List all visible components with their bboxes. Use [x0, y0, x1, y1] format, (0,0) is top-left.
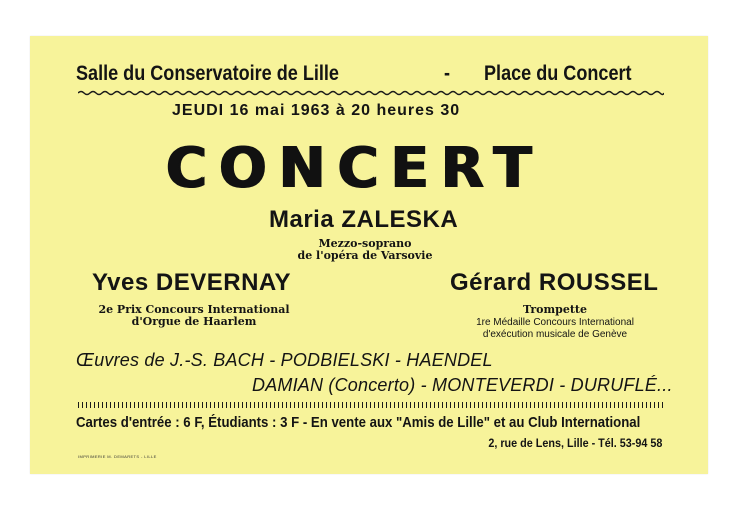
- works-line2: DAMIAN (Concerto) - MONTEVERDI - DURUFLÉ...: [252, 375, 673, 395]
- trumpeter-first-name: Gérard: [450, 269, 532, 296]
- venue-separator: -: [444, 62, 451, 85]
- trumpeter-name: [450, 269, 658, 297]
- trumpeter-last-name: ROUSSEL: [538, 269, 659, 296]
- concert-poster: [30, 36, 708, 474]
- organist-credit-line2: d'Orgue de Haarlem: [131, 315, 257, 328]
- soloist-first-name: Maria: [269, 206, 335, 233]
- venue-name: Salle du Conservatoire de Lille: [76, 62, 339, 85]
- printer-imprint: IMPRIMERIE M. DEMARETS - LILLE: [78, 454, 157, 459]
- organist-last-name: DEVERNAY: [155, 269, 292, 296]
- concert-date: JEUDI 16 mai 1963 à 20 heures 30: [172, 102, 461, 119]
- soloist-last-name: ZALESKA: [341, 206, 459, 233]
- organist-credit-line1: 2e Prix Concours International: [98, 303, 290, 316]
- works-line1: Œuvres de J.-S. BACH - PODBIELSKI - HAENDEL: [76, 350, 493, 370]
- organist-name: [92, 269, 291, 297]
- soloist-role-line1: Mezzo-soprano: [318, 237, 412, 250]
- poster-title: CONCERT: [165, 136, 543, 201]
- ticket-info: Cartes d'entrée : 6 F, Étudiants : 3 F - En vente aux "Amis de Lille" et au Club International: [76, 414, 641, 431]
- trumpeter-credit-line1: 1re Médaille Concours International: [476, 317, 634, 328]
- dotted-divider: [78, 402, 664, 408]
- trumpeter-credit-line2: d'exécution musicale de Genève: [482, 329, 628, 340]
- organist-credits: [74, 304, 314, 328]
- soloist-role: [270, 238, 460, 262]
- organist-first-name: Yves: [92, 269, 149, 296]
- trumpeter-instrument: Trompette: [522, 303, 587, 316]
- club-address: 2, rue de Lens, Lille - Tél. 53-94 58: [487, 436, 662, 450]
- venue-place: Place du Concert: [484, 62, 632, 85]
- soloist-role-line2: de l'opéra de Varsovie: [297, 249, 433, 262]
- trumpeter-credits: [450, 317, 660, 341]
- wavy-divider: [78, 90, 664, 96]
- soloist-name: [269, 206, 458, 234]
